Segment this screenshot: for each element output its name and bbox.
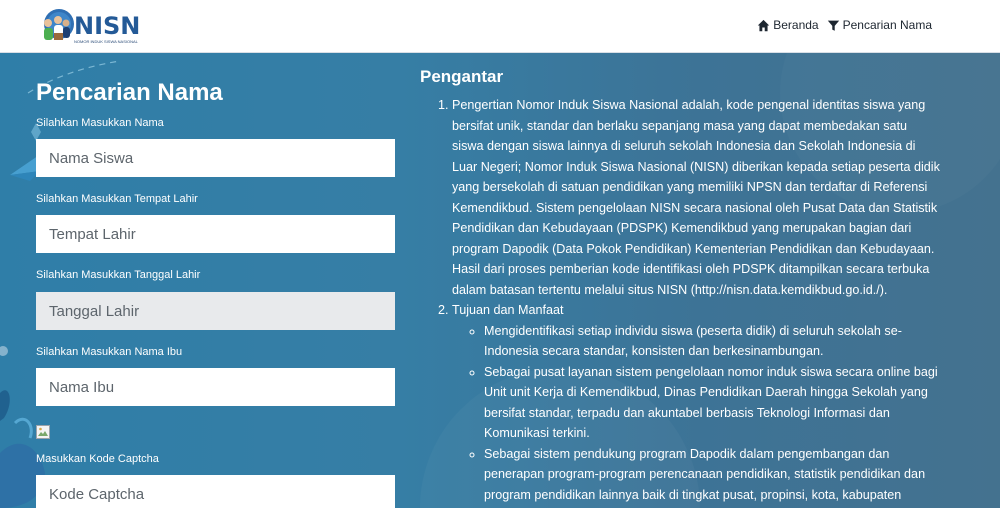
nav-pencarian-nama[interactable] [827,18,932,32]
students-logo-icon [36,6,76,46]
tempat-lahir-input[interactable] [36,215,395,253]
nama-label: Silahkan Masukkan Nama [36,117,164,129]
captcha-input[interactable] [36,475,395,508]
goal-item: ◦ Mengidentifikasi setiap individu siswa (peserta didik) di seluruh sekolah se-Indonesia secara standar, konsisten dan berkesinambungan. [484,321,940,362]
tanggal-lahir-label: Silahkan Masukkan Tanggal Lahir [36,269,201,281]
goals-title: Tujuan dan Manfaat [452,303,564,317]
tanggal-lahir-input[interactable] [36,292,395,330]
intro-list [420,95,940,505]
goals-list [452,321,940,506]
goal-item: ◦ Sebagai pusat layanan sistem pengelolaan nomor induk siswa secara online bagi Unit unit Kerja di Kemendikbud, Dinas Pendidikan Daerah hingga Sekolah yang bersifat standar, terpadu dan akuntabel berbasis Teknologi Informasi dan Komunikasi terkini. [484,362,940,444]
top-navbar [0,0,1000,53]
main-nav [757,18,932,32]
page-title: Pencarian Nama [36,79,223,106]
captcha-label: Masukkan Kode Captcha [36,453,159,465]
intro-content [420,67,940,505]
logo-subtitle: NOMOR INDUK SISWA NASIONAL [74,39,138,44]
nav-beranda[interactable] [757,18,818,32]
nav-pencarian-label: Pencarian Nama [842,18,932,32]
intro-item-definition: 1. Pengertian Nomor Induk Siswa Nasional adalah, kode pengenal identitas siswa yang bersifat unik, standar dan berlaku sepanjang masa yang dapat membedakan satu siswa dengan siswa lainnya di seluruh sekolah Indonesia dan Sekolah Indonesia di Luar Negeri; Nomor Induk Siswa Nasional (NISN) diberikan kepada setiap peserta didik yang bersekolah di satuan pendidikan yang memiliki NPSN dan terdaftar di Referensi Kemendikbud. Sistem pengelolaan NISN secara nasional oleh Pusat Data dan Statistik Pendidikan dan Kebudayaan (PDSPK) Kemendikbud yang merupakan bagian dari program Dapodik (Data Pokok Pendidikan) Kementerian Pendidikan dan Kebudayaan. Hasil dari proses pemberian kode identifikasi oleh PDSPK ditampilkan secara terbuka dalam batasan tertentu melalui situs NISN (http://nisn.data.kemdikbud.go.id./). [452,95,940,300]
goal-item: ◦ Sebagai sistem pendukung program Dapodik dalam pengembangan dan penerapan program-program perencanaan pendidikan, statistik pendidikan dan program pendidikan lainnya baik di tingkat pusat, propinsi, kota, kabupaten [484,444,940,506]
intro-heading: Pengantar [420,67,504,86]
tempat-lahir-label: Silahkan Masukkan Tempat Lahir [36,193,198,205]
nisn-logo[interactable] [36,6,141,46]
filter-icon [827,19,840,32]
nama-ibu-label: Silahkan Masukkan Nama Ibu [36,346,183,358]
main-section [0,53,1000,508]
captcha-image-icon [36,425,50,439]
nav-beranda-label: Beranda [773,18,819,32]
home-icon [757,19,770,32]
nama-siswa-input[interactable] [36,139,395,177]
nama-ibu-input[interactable] [36,368,395,406]
intro-item-goals [452,300,940,505]
logo-text: NISN [74,12,141,40]
